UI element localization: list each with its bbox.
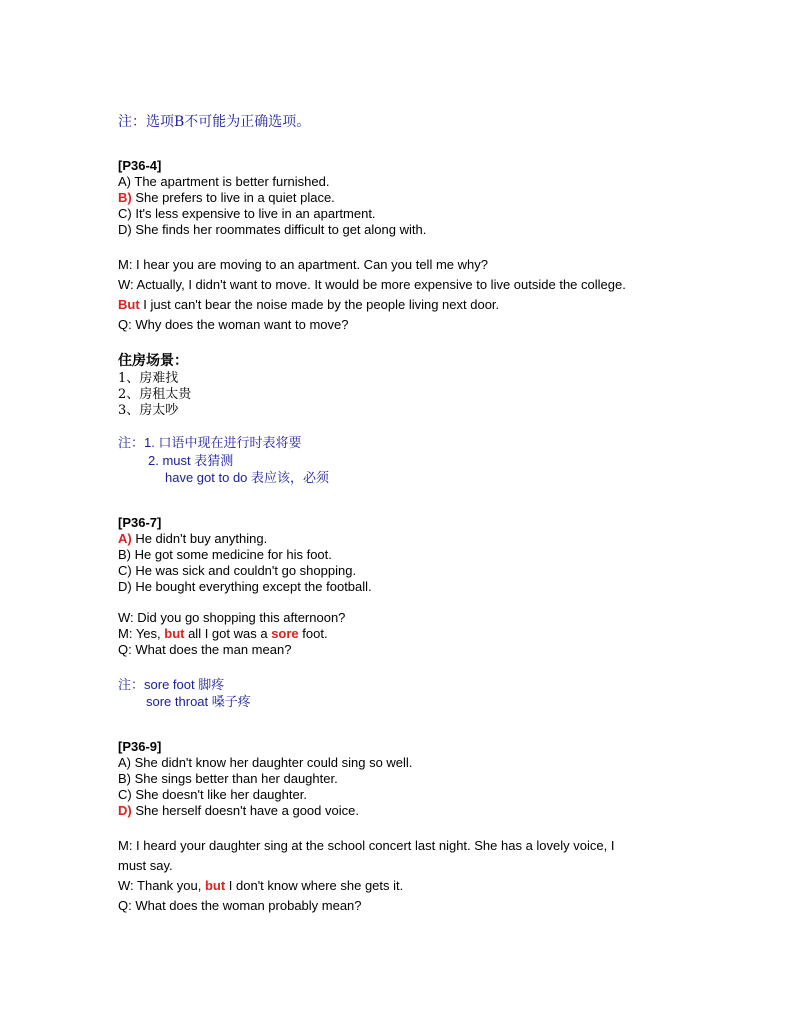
option-a [118, 755, 412, 771]
dialogue-text: foot. [298, 626, 328, 641]
note-text: sore foot [144, 677, 199, 692]
option-d [118, 222, 426, 238]
note-text: 口语中现在进行时表将要 [158, 436, 302, 451]
dialogue-line: W: Actually, I didn't want to move. It would be more expensive to live outside the college. [118, 277, 626, 292]
option-text: He bought everything except the football. [131, 579, 372, 594]
section-title: 住房场景： [118, 352, 188, 368]
option-letter: A) [118, 174, 131, 189]
option-c [118, 563, 356, 579]
option-c [118, 787, 307, 803]
option-text: She finds her roommates difficult to get along with. [131, 222, 427, 237]
keyword-highlight: but [204, 878, 226, 893]
option-a [118, 174, 329, 190]
dialogue-text: M: Yes, [118, 626, 165, 641]
option-b [118, 547, 332, 563]
note-2 [118, 432, 302, 451]
dialogue-text: I just can't bear the noise made by the people living next door. [139, 297, 500, 312]
option-letter: A) [118, 755, 131, 770]
list-item: 2、房租太贵 [118, 387, 192, 402]
dialogue-line [118, 876, 403, 896]
note-text: have got to do [165, 470, 252, 485]
option-text: She herself doesn't have a good voice. [131, 803, 359, 818]
option-text: She prefers to live in a quiet place. [131, 190, 335, 205]
option-letter-correct: D) [118, 803, 132, 818]
option-d [118, 579, 372, 595]
option-letter: C) [118, 206, 132, 221]
option-letter: D) [118, 222, 132, 237]
question-line: Q: Why does the woman want to move? [118, 317, 349, 332]
option-c [118, 206, 376, 222]
note-text: 嗓子疼 [211, 695, 251, 710]
keyword-highlight: But [118, 297, 140, 312]
question-id-p36-4: [P36-4] [118, 158, 162, 173]
note-text: 1. [144, 435, 159, 450]
list-item: 3、房太吵 [118, 403, 179, 418]
option-text: The apartment is better furnished. [131, 174, 330, 189]
keyword-highlight: sore [271, 626, 299, 641]
option-text: She doesn't like her daughter. [131, 787, 307, 802]
dialogue-line: M: I heard your daughter sing at the school concert last night. She has a lovely voice, I [118, 838, 615, 853]
question-id-p36-9: [P36-9] [118, 739, 162, 754]
question-line: Q: What does the woman probably mean? [118, 898, 362, 913]
option-letter: B) [118, 771, 131, 786]
note-text: 2. must [148, 453, 195, 468]
dialogue-line: W: Did you go shopping this afternoon? [118, 610, 346, 625]
note-top: 注：选项B不可能为正确选项。 [118, 114, 311, 130]
note-text: sore throat [146, 694, 212, 709]
note-3-line2 [146, 691, 251, 710]
option-letter: D) [118, 579, 132, 594]
option-d [118, 803, 359, 819]
option-text: It's less expensive to live in an apartment. [131, 206, 376, 221]
dialogue-line: must say. [118, 858, 173, 873]
dialogue-line [118, 626, 328, 642]
dialogue-text: W: Thank you, [118, 878, 205, 893]
option-letter: C) [118, 563, 132, 578]
option-text: She didn't know her daughter could sing so well. [131, 755, 413, 770]
option-letter-correct: A) [118, 531, 132, 546]
option-b [118, 190, 335, 206]
question-line: Q: What does the man mean? [118, 642, 292, 657]
list-item: 1、房难找 [118, 371, 179, 386]
dialogue-line [118, 295, 499, 315]
note-text: 表猜测 [194, 454, 234, 469]
option-b [118, 771, 338, 787]
option-text: She sings better than her daughter. [131, 771, 338, 786]
keyword-highlight: but [164, 626, 185, 641]
note-text: 表应该，必须 [251, 471, 330, 486]
option-text: He got some medicine for his foot. [131, 547, 332, 562]
note-text: 脚疼 [198, 678, 225, 693]
note-prefix: 注： [118, 678, 145, 693]
note-2-line3 [165, 467, 329, 486]
option-text: He didn't buy anything. [131, 531, 268, 546]
note-prefix: 注： [118, 436, 145, 451]
dialogue-text: all I got was a [184, 626, 272, 641]
option-letter: B) [118, 547, 131, 562]
option-letter: C) [118, 787, 132, 802]
dialogue-text: I don't know where she gets it. [225, 878, 404, 893]
option-a [118, 531, 267, 547]
question-id-p36-7: [P36-7] [118, 515, 162, 530]
dialogue-line: M: I hear you are moving to an apartment. Can you tell me why? [118, 257, 488, 272]
option-text: He was sick and couldn't go shopping. [131, 563, 357, 578]
option-letter-correct: B) [118, 190, 132, 205]
